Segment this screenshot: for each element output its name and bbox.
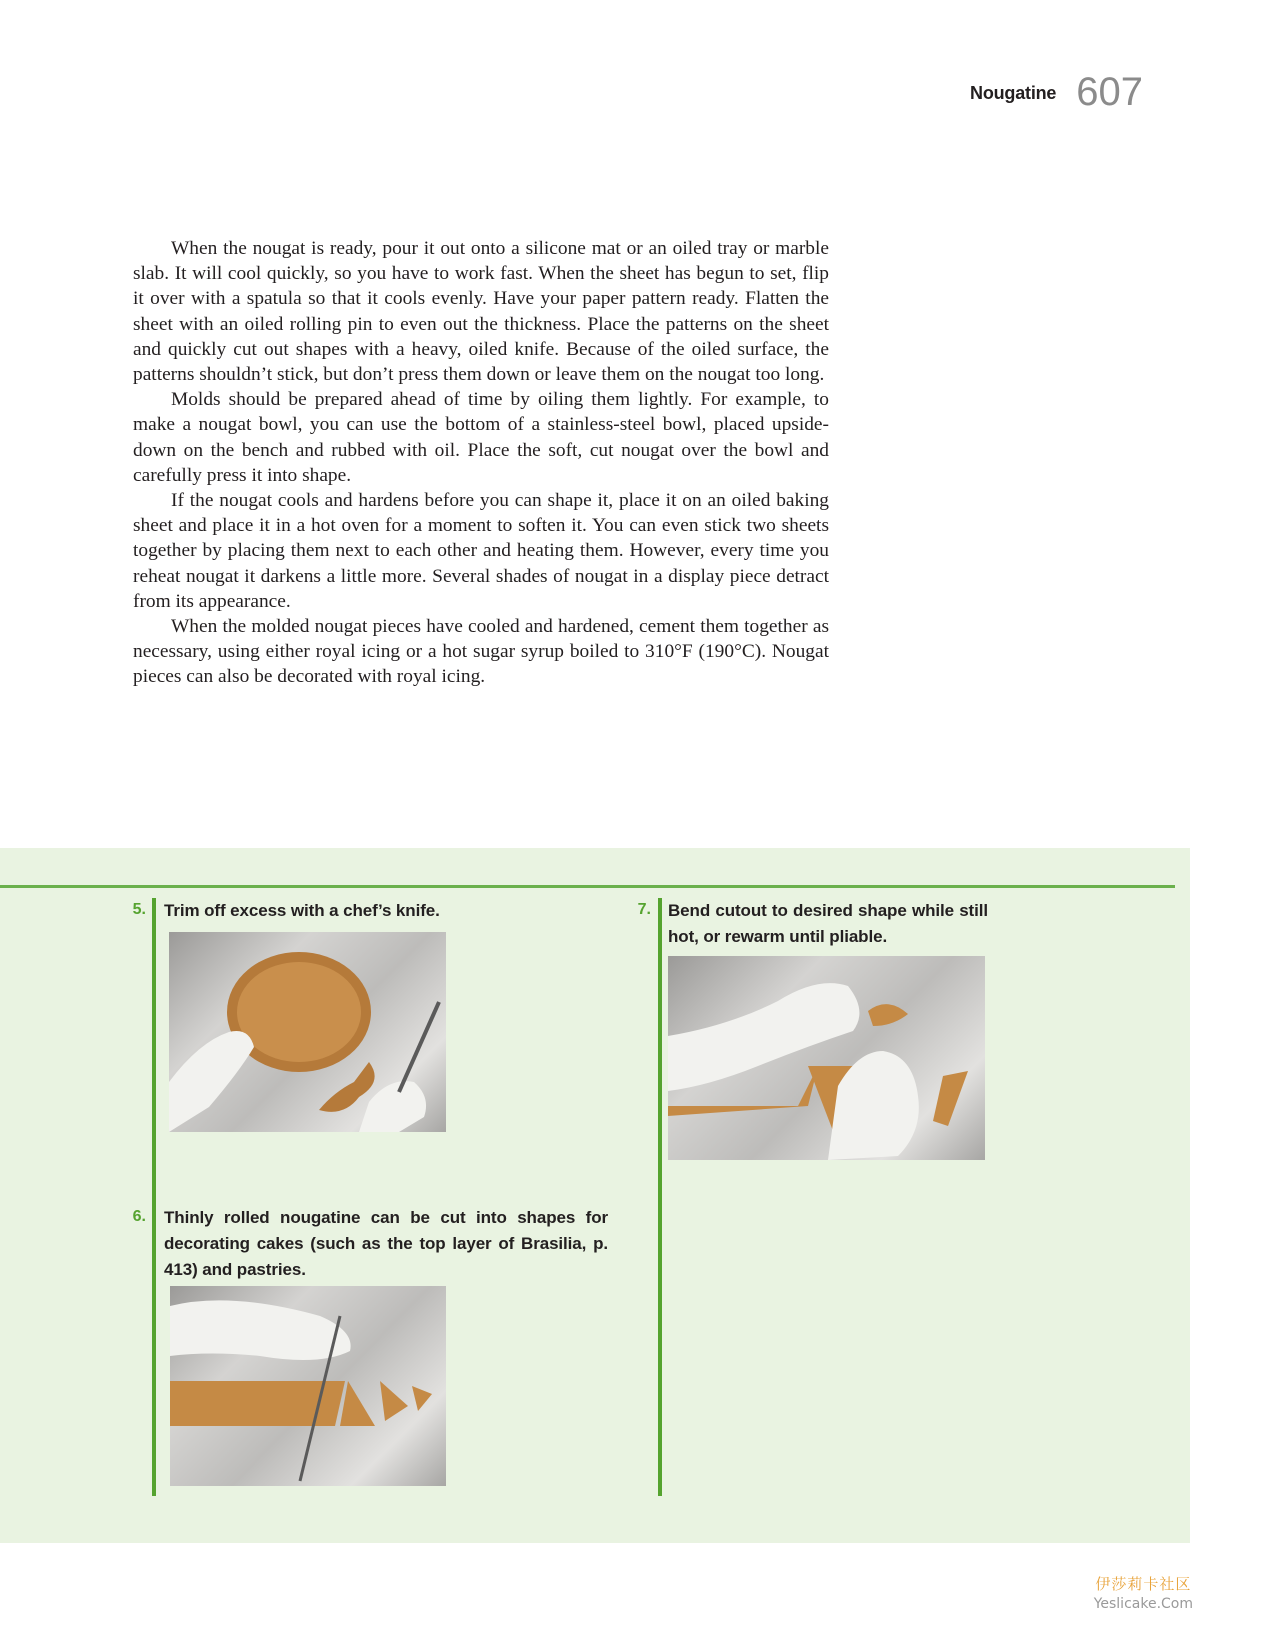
step-7-number: 7. [637,901,651,918]
paragraph: When the nougat is ready, pour it out onto a silicone mat or an oiled tray or marble slab. It will cool quickly, so you have to work fast. When the sheet has begun to set, flip it over with a spatula so that it cools evenly. Have your paper pattern ready. Flatten the sheet with an oiled rolling pin to even out the thickness. Place the patterns on the sheet and quickly cut out shapes with a heavy, oiled knife. Because of the oiled surface, the patterns shouldn’t stick, but don’t press them down or leave them on the nougat too long. [133,238,829,386]
step-6-caption: Thinly rolled nougatine can be cut into shapes for decorating cakes (such as the top layer of Brasilia, p. 413) and pastries. [164,1208,608,1279]
right-column-bar [658,898,662,1496]
step-7-photo [668,956,985,1160]
section-title: Nougatine [970,83,1057,103]
paragraph: Molds should be prepared ahead of time by oiling them lightly. For example, to make a nougat bowl, you can use the bottom of a stainless-steel bowl, placed upside-down on the bench and rubbed with oil. Place the soft, cut nougat over the bowl and carefully press it into shape. [133,389,829,486]
page-number: 607 [1076,70,1143,114]
running-head [970,72,1143,112]
step-6-number: 6. [132,1208,146,1225]
watermark-chinese: 伊莎莉卡社区 [1095,1575,1192,1593]
paragraph: When the molded nougat pieces have cooled and hardened, cement them together as necessary, using either royal icing or a hot sugar syrup boiled to 310°F (190°C). Nougat pieces can also be decorated with royal icing. [133,616,829,688]
paragraph: If the nougat cools and hardens before you can shape it, place it on an oiled baking sheet and place it in a hot oven for a moment to soften it. You can even stick two sheets together by placing them next to each other and heating them. However, every time you reheat nougat it darkens a little more. Several shades of nougat in a display piece detract from its appearance. [133,490,829,612]
panel-top-rule [0,885,1175,888]
step-7-caption: Bend cutout to desired shape while still hot, or rewarm until pliable. [668,901,988,946]
watermark-url: Yeslicake.Com [1093,1596,1193,1612]
left-column-bar [152,898,156,1496]
step-5-photo [169,932,446,1132]
body-text [133,236,829,690]
step-5-caption: Trim off excess with a chef’s knife. [164,901,440,920]
step-6-photo [170,1286,446,1486]
watermark [1094,1573,1193,1612]
step-5-number: 5. [132,901,146,918]
